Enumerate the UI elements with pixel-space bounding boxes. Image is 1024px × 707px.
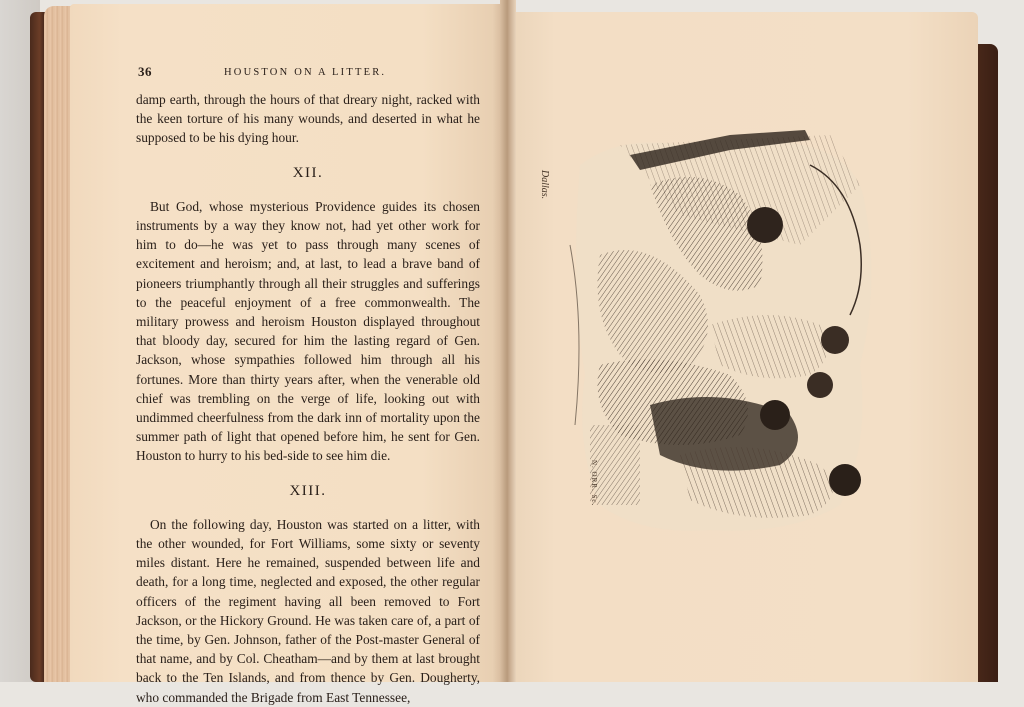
- running-title: HOUSTON ON A LITTER.: [224, 67, 387, 78]
- continuation-paragraph: damp earth, through the hours of that dreary night, racked with the keen torture of his many wounds, and deserted in what he supposed to be his dying hour.: [136, 92, 480, 146]
- section-numeral-xiii: XIII.: [289, 482, 327, 499]
- engraving-illustration: [560, 125, 890, 545]
- running-head: [136, 60, 480, 82]
- artist-signature: Dallas.: [539, 170, 550, 200]
- section-paragraph-xii: But God, whose mysterious Providence guides its chosen instruments by a way they know not, had yet other work for him to do—he was yet to pass through many scenes of excitement and heroism; and, at last, to lead a brave band of pioneers triumphantly through all their struggles and sufferings to the peaceful enjoyment of a free commonwealth. The military prowess and heroism Houston displayed throughout that bloody day, secured for him the lasting regard of Gen. Jackson, whose sympathies followed him through all his fortunes. More than thirty years after, when the venerable old chief was trembling on the verge of life, looking out with undimmed cheerfulness from the dark inn of mortality upon the summer path of light that opened before him, he sent for Gen. Houston to hurry to his bed-side to see him die.: [136, 198, 480, 464]
- page-number: 36: [138, 64, 152, 79]
- left-page-text: [136, 60, 480, 707]
- engraving-drawing: [560, 125, 890, 545]
- book-gutter: [500, 0, 516, 682]
- section-numeral-xii: XII.: [292, 164, 324, 181]
- section-paragraph-xiii: On the following day, Houston was started on a litter, with the other wounded, for Fort Williams, some sixty or seventy miles distant. Here he remained, suspended between life and death, for a long time, neglected and exposed, the other regular officers of the regiment having all been removed to Fort Jackson, or the Hickory Ground. He was taken care of, a part of the time, by Gen. Johnson, father of the Post-master General of that name, and by Col. Cheatham—and by them at last brought back to the Ten Islands, and from thence by Gen. Dougherty, who commanded the Brigade from East Tennessee,: [136, 516, 480, 705]
- engraver-signature: N. ORR. Sc.: [590, 460, 598, 507]
